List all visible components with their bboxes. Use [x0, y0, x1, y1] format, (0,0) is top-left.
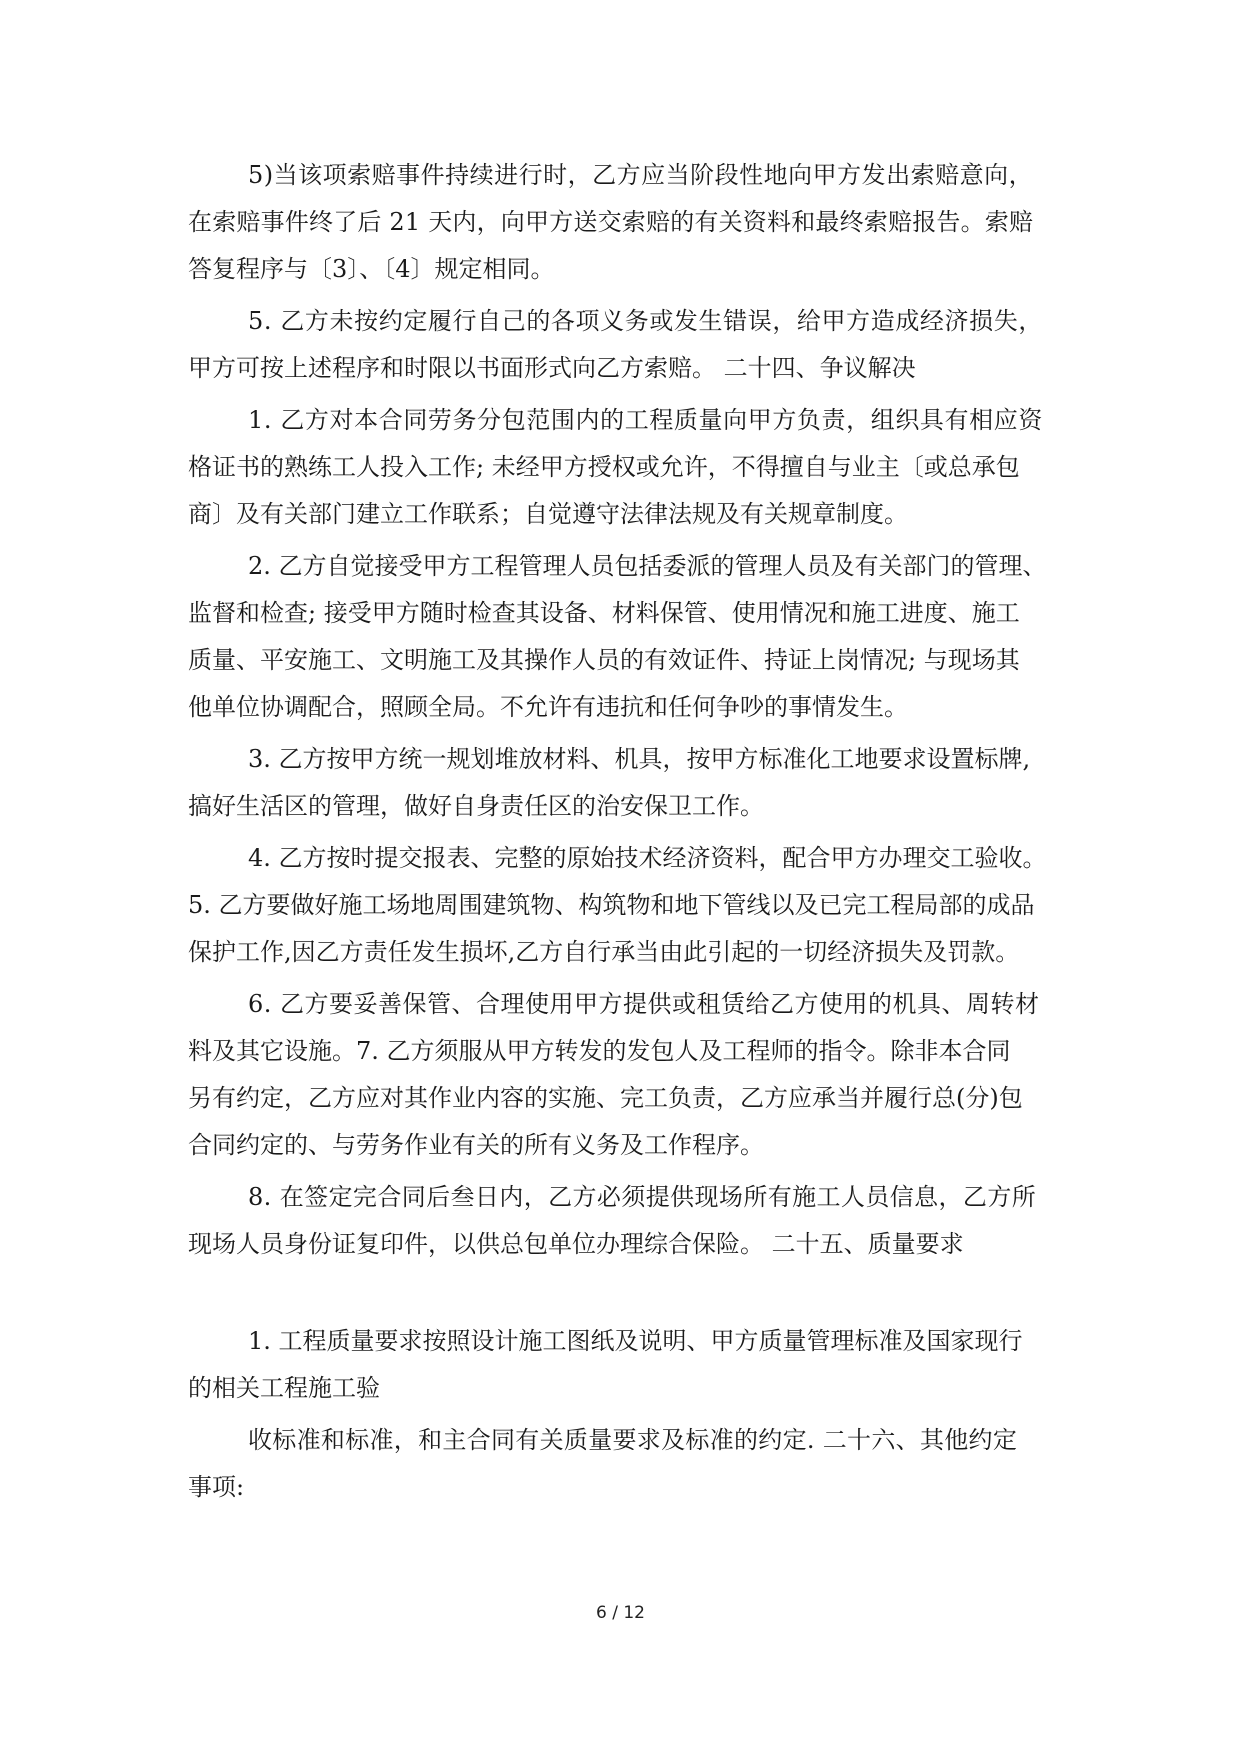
text-line: 另有约定，乙方应对其作业内容的实施、完工负责，乙方应承当并履行总(分)包 [188, 1084, 1023, 1112]
text-line: 1. 工程质量要求按照设计施工图纸及说明、甲方质量管理标准及国家现行 [248, 1327, 1023, 1355]
text-line: 的相关工程施工验 [188, 1374, 380, 1402]
text-line: 6. 乙方要妥善保管、合理使用甲方提供或租赁给乙方使用的机具、周转材 [248, 990, 1040, 1018]
text-line: 5)当该项索赔事件持续进行时，乙方应当阶段性地向甲方发出索赔意向， [248, 161, 1034, 189]
text-line: 他单位协调配合，照顾全局。不允许有违抗和任何争吵的事情发生。 [188, 693, 908, 721]
text-line: 保护工作,因乙方责任发生损坏,乙方自行承当由此引起的一切经济损失及罚款。 [188, 938, 1020, 966]
text-line: 8. 在签定完合同后叁日内，乙方必须提供现场所有施工人员信息，乙方所 [248, 1183, 1037, 1211]
text-line: 5. 乙方未按约定履行自己的各项义务或发生错误，给甲方造成经济损失， [248, 307, 1043, 335]
text-line: 答复程序与〔3〕、〔4〕规定相同。 [188, 255, 555, 283]
text-line: 甲方可按上述程序和时限以书面形式向乙方索赔。 二十四、争议解决 [188, 354, 916, 382]
text-line: 商〕及有关部门建立工作联系；自觉遵守法律法规及有关规章制度。 [188, 500, 908, 528]
text-line: 1. 乙方对本合同劳务分包范围内的工程质量向甲方负责，组织具有相应资 [248, 406, 1043, 434]
text-line: 收标准和标准，和主合同有关质量要求及标准的约定. 二十六、其他约定 [248, 1426, 1018, 1454]
text-line: 事项: [188, 1473, 245, 1501]
text-line: 格证书的熟练工人投入工作; 未经甲方授权或允许，不得擅自与业主〔或总承包 [188, 453, 1020, 481]
text-line: 质量、平安施工、文明施工及其操作人员的有效证件、持证上岗情况; 与现场其 [188, 646, 1020, 674]
text-line: 3. 乙方按甲方统一规划堆放材料、机具，按甲方标准化工地要求设置标牌, [248, 745, 1031, 773]
text-line: 料及其它设施。7. 乙方须服从甲方转发的发包人及工程师的指令。除非本合同 [188, 1037, 1011, 1065]
page-number: 6 / 12 [596, 1603, 645, 1623]
text-line: 搞好生活区的管理，做好自身责任区的治安保卫工作。 [188, 792, 764, 820]
text-line: 监督和检查; 接受甲方随时检查其设备、材料保管、使用情况和施工进度、施工 [188, 599, 1020, 627]
text-line: 合同约定的、与劳务作业有关的所有义务及工作程序。 [188, 1131, 764, 1159]
text-line: 4. 乙方按时提交报表、完整的原始技术经济资料，配合甲方办理交工验收。 [248, 844, 1047, 872]
text-line: 现场人员身份证复印件，以供总包单位办理综合保险。 二十五、质量要求 [188, 1230, 964, 1258]
text-line: 5. 乙方要做好施工场地周围建筑物、构筑物和地下管线以及已完工程局部的成品 [188, 891, 1035, 919]
text-line: 2. 乙方自觉接受甲方工程管理人员包括委派的管理人员及有关部门的管理、 [248, 552, 1047, 580]
text-line: 在索赔事件终了后 21 天内，向甲方送交索赔的有关资料和最终索赔报告。索赔 [188, 208, 1034, 236]
